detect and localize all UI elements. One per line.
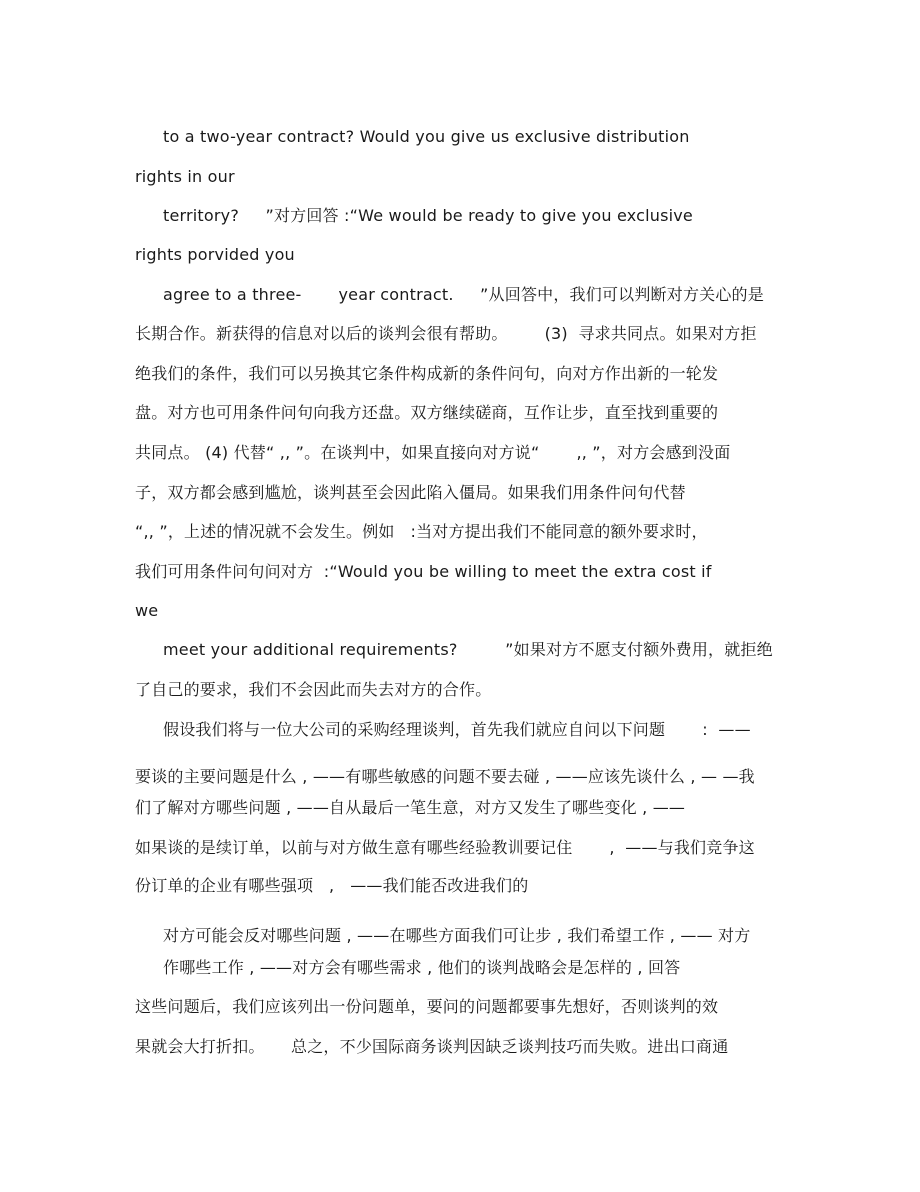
text-line: 盘。对方也可用条件问句向我方还盘。双方继续磋商，互作让步，直至找到重要的 bbox=[135, 403, 719, 422]
text-line: 这些问题后，我们应该列出一份问题单，要问的问题都要事先想好，否则谈判的效 bbox=[135, 997, 719, 1016]
text-line: 份订单的企业有哪些强项 , ——我们能否改进我们的 bbox=[135, 876, 529, 895]
text-line: 如果谈的是续订单，以前与对方做生意有哪些经验教训要记住 , ——与我们竞争这 bbox=[135, 838, 755, 857]
text-line: 假设我们将与一位大公司的采购经理谈判，首先我们就应自问以下问题 : —— bbox=[163, 720, 751, 739]
text-line: 要谈的主要问题是什么 , ——有哪些敏感的问题不要去碰 , ——应该先谈什么 , — —我 bbox=[135, 767, 755, 786]
text-line: 对方可能会反对哪些问题 , ——在哪些方面我们可让步 , 我们希望工作 , —— 对方 bbox=[163, 926, 751, 945]
text-line: “,, ”，上述的情况就不会发生。例如 :当对方提出我们不能同意的额外要求时， bbox=[135, 522, 708, 541]
text-line: 作哪些工作 , ——对方会有哪些需求 , 他们的谈判战略会是怎样的 , 回答 bbox=[163, 958, 681, 977]
text-line: 长期合作。新获得的信息对以后的谈判会很有帮助。 (3) 寻求共同点。如果对方拒 bbox=[135, 324, 757, 343]
text-line: rights in our bbox=[135, 167, 235, 186]
text-line: rights porvided you bbox=[135, 245, 295, 264]
text-line: 我们可用条件问句问对方 :“Would you be willing to meet the extra cost if bbox=[135, 562, 712, 581]
text-line: 们了解对方哪些问题 , ——自从最后一笔生意，对方又发生了哪些变化 , —— bbox=[135, 798, 686, 817]
text-line: 共同点。 (4) 代替“ ,, ”。在谈判中，如果直接向对方说“ ,, ”，对方会感到没面 bbox=[135, 443, 731, 462]
text-line: 子，双方都会感到尴尬，谈判甚至会因此陷入僵局。如果我们用条件问句代替 bbox=[135, 483, 686, 502]
text-line: territory? ”对方回答 :“We would be ready to give you exclusive bbox=[163, 206, 693, 225]
text-line: we bbox=[135, 601, 159, 620]
text-line: 绝我们的条件，我们可以另换其它条件构成新的条件问句，向对方作出新的一轮发 bbox=[135, 364, 719, 383]
text-line: 了自己的要求，我们不会因此而失去对方的合作。 bbox=[135, 680, 492, 699]
text-line: to a two-year contract? Would you give us exclusive distribution bbox=[163, 127, 690, 146]
text-line: meet your additional requirements? ”如果对方不愿支付额外费用，就拒绝 bbox=[163, 640, 773, 659]
text-line: agree to a three- year contract. ”从回答中，我们可以判断对方关心的是 bbox=[163, 285, 764, 304]
text-line: 果就会大打折扣。 总之，不少国际商务谈判因缺乏谈判技巧而失败。进出口商通 bbox=[135, 1037, 729, 1056]
